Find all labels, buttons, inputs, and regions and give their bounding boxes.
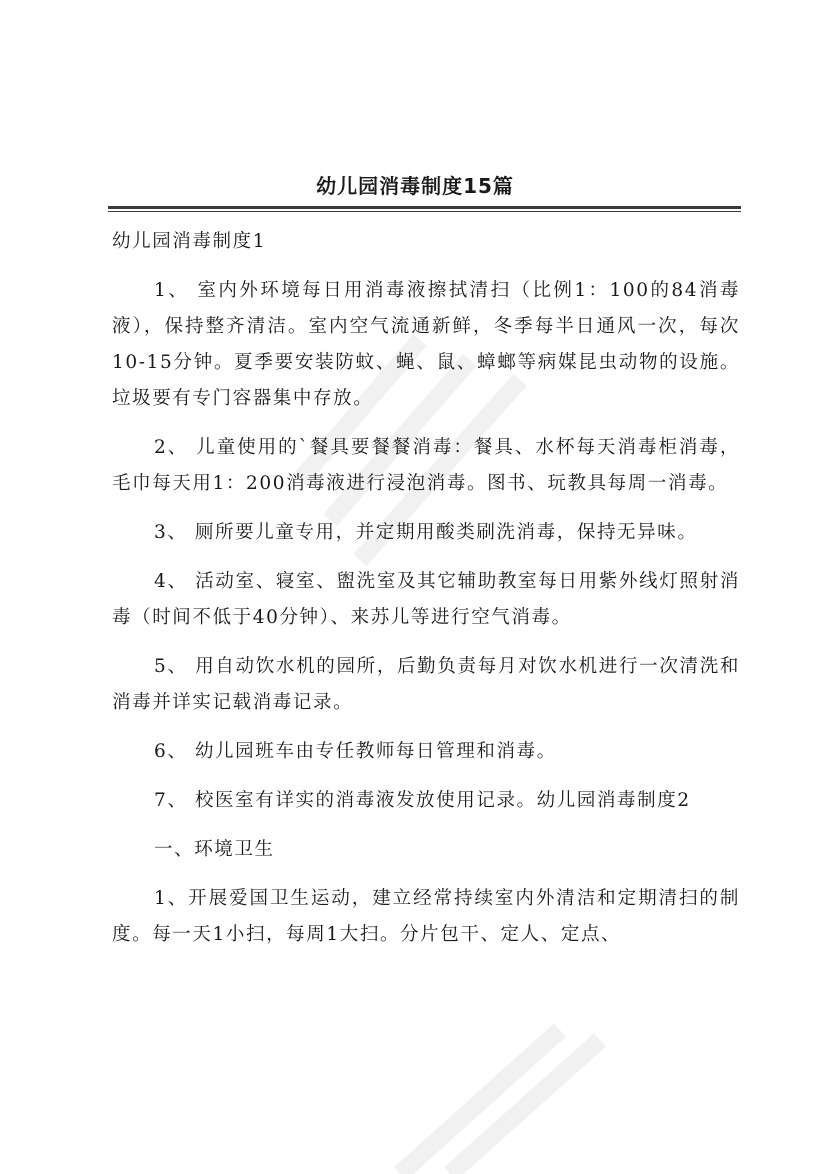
document-title: 幼儿园消毒制度15篇 <box>316 174 514 198</box>
paragraph: 6、 幼儿园班车由专任教师每日管理和消毒。 <box>154 741 557 762</box>
title-rule-thick <box>108 206 741 209</box>
paragraph: 5、 用自动饮水机的园所，后勤负责每月对饮水机进行一次清洗和消毒并详实记载消毒记录。 <box>112 656 740 713</box>
paragraph: 1、开展爱国卫生运动，建立经常持续室内外清洁和定期清扫的制度。每一天1小扫，每周1大扫。分片包干、定人、定点、 <box>112 888 740 945</box>
paragraph: 4、 活动室、寝室、盥洗室及其它辅助教室每日用紫外线灯照射消毒（时间不低于40分钟）、来苏儿等进行空气消毒。 <box>112 571 740 628</box>
title-rule-thin <box>108 211 741 212</box>
document-body <box>112 224 740 966</box>
paragraph: 2、 儿童使用的`餐具要餐餐消毒：餐具、水杯每天消毒柜消毒，毛巾每天用1：200消毒液进行浸泡消毒。图书、玩教具每周一消毒。 <box>112 437 740 494</box>
paragraph: 7、 校医室有详实的消毒液发放使用记录。幼儿园消毒制度2 <box>154 790 691 811</box>
paragraph: 3、 厕所要儿童专用，并定期用酸类刷洗消毒，保持无异味。 <box>154 522 698 543</box>
paragraph: 1、 室内外环境每日用消毒液擦拭清扫（比例1：100的84消毒液），保持整齐清洁。室内空气流通新鲜，冬季每半日通风一次，每次10-15分钟。夏季要安装防蚊、蝇、鼠、蟑螂等病媒昆虫动物的设施。垃圾要有专门容器集中存放。 <box>112 280 740 409</box>
section-heading: 一、环境卫生 <box>154 839 275 860</box>
paragraph-heading: 幼儿园消毒制度1 <box>112 231 267 252</box>
